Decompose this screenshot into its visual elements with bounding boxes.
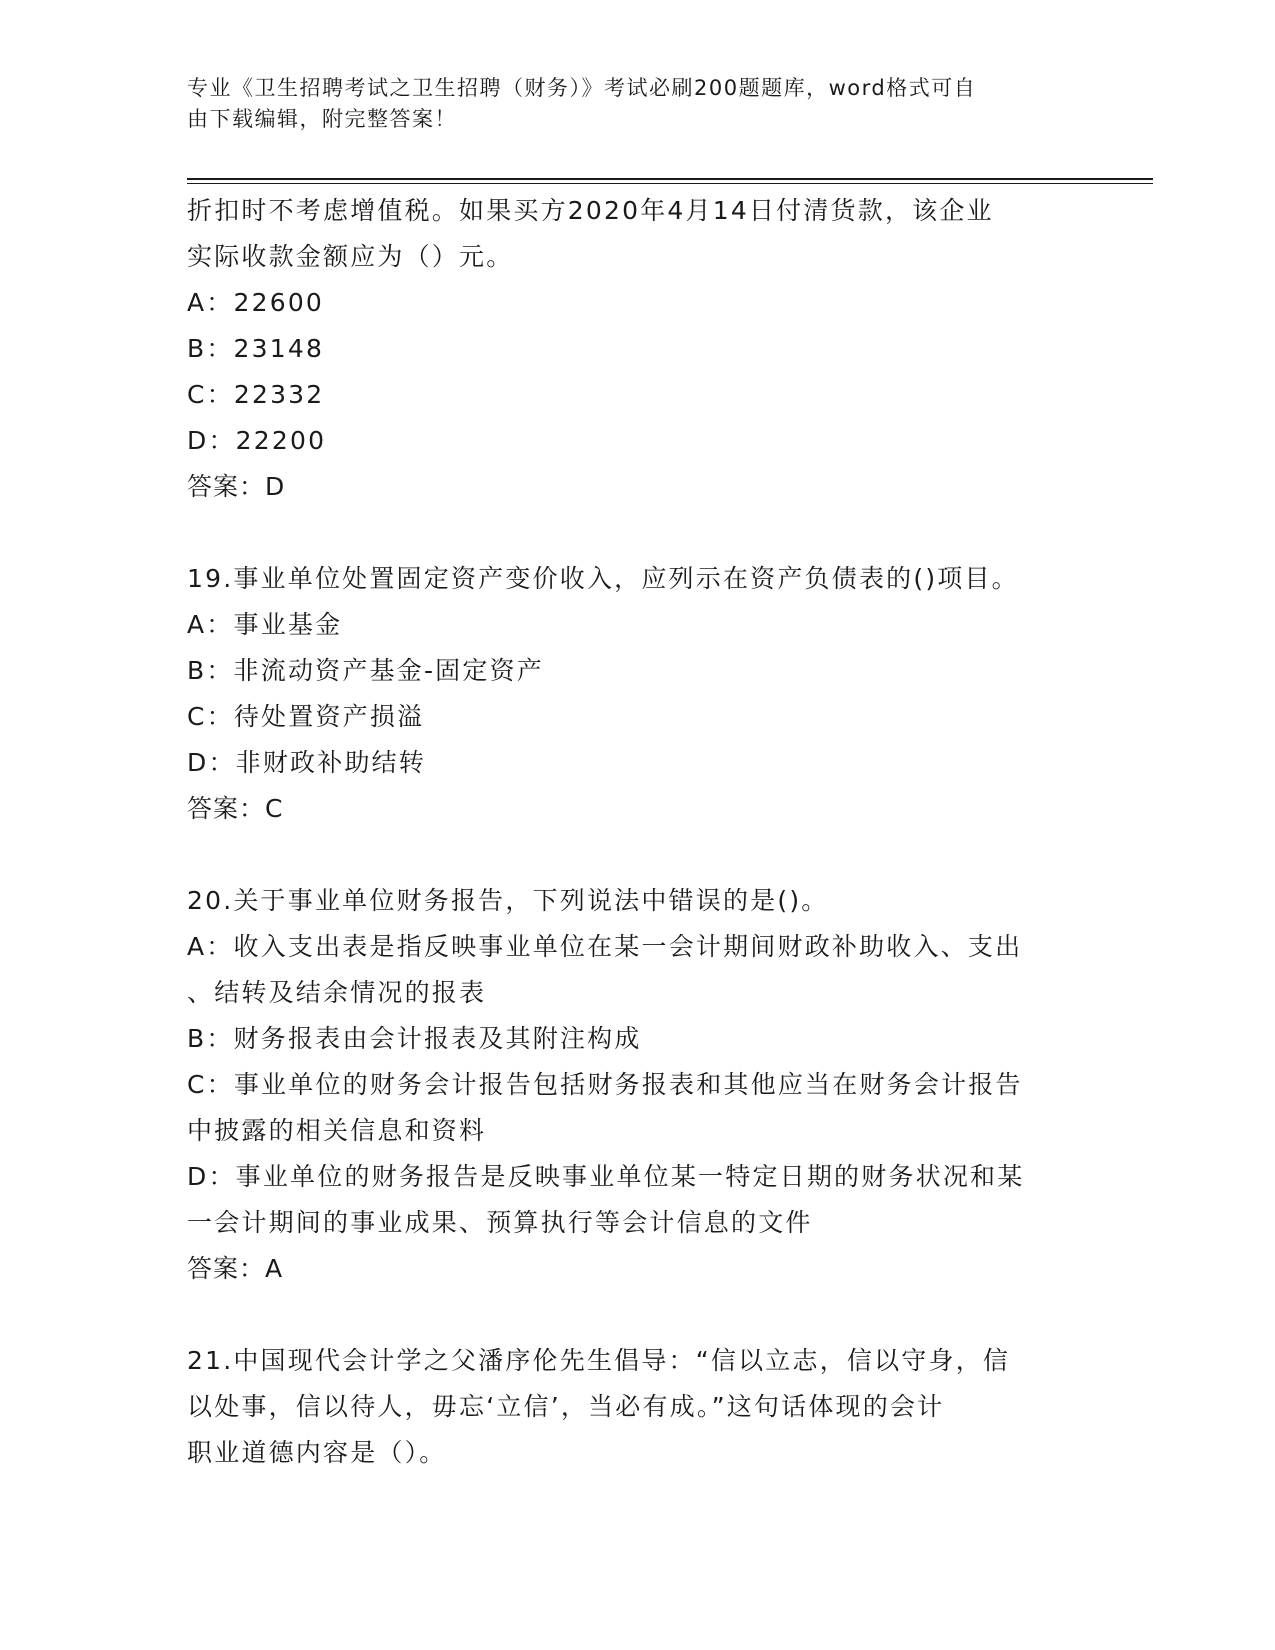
question-19-option-d: D：非财政补助结转 xyxy=(187,748,427,777)
header-divider-thin xyxy=(187,183,1153,184)
question-spacer xyxy=(187,510,1087,556)
question-20-option-d-line-1: D：事业单位的财务报告是反映事业单位某一特定日期的财务状况和某 xyxy=(187,1162,1025,1191)
question-19-option-b: B：非流动资产基金-固定资产 xyxy=(187,656,544,685)
question-19-stem-line-1: 19.事业单位处置固定资产变价收入，应列示在资产负债表的()项目。 xyxy=(187,564,1019,593)
question-20 xyxy=(187,878,1087,1292)
question-20-stem-line-1: 20.关于事业单位财务报告，下列说法中错误的是()。 xyxy=(187,886,829,915)
header-title-line-2: 由下载编辑，附完整答案！ xyxy=(187,107,457,131)
question-20-option-c-line-1: C：事业单位的财务会计报告包括财务报表和其他应当在财务会计报告 xyxy=(187,1070,1023,1099)
question-20-option-d-line-2: 一会计期间的事业成果、预算执行等会计信息的文件 xyxy=(187,1208,813,1237)
header-title-line-1: 专业《卫生招聘考试之卫生招聘（财务）》考试必刷200题题库，word格式可自 xyxy=(187,76,977,100)
question-18-option-c: C：22332 xyxy=(187,380,325,409)
question-19-answer: 答案：C xyxy=(187,794,284,823)
question-20-option-a-line-2: 、结转及结余情况的报表 xyxy=(187,978,487,1007)
question-18-option-a: A：22600 xyxy=(187,288,325,317)
question-20-option-b: B：财务报表由会计报表及其附注构成 xyxy=(187,1024,642,1053)
question-18-option-d: D：22200 xyxy=(187,426,327,455)
question-21-stem-line-1: 21.中国现代会计学之父潘序伦先生倡导：“信以立志，信以守身，信 xyxy=(187,1346,1011,1375)
question-18-stem-line-2: 实际收款金额应为（）元。 xyxy=(187,242,514,271)
header-divider-thick xyxy=(187,178,1153,180)
question-19-option-c: C：待处置资产损溢 xyxy=(187,702,425,731)
question-list xyxy=(187,188,1087,1476)
question-18-stem-line-1: 折扣时不考虑增值税。如果买方2020年4月14日付清货款，该企业 xyxy=(187,196,994,225)
question-19-option-a: A：事业基金 xyxy=(187,610,343,639)
question-21-stem-line-3: 职业道德内容是（）。 xyxy=(187,1438,447,1467)
question-20-answer: 答案：A xyxy=(187,1254,284,1283)
document-header xyxy=(187,73,1067,135)
question-18 xyxy=(187,188,1087,510)
question-spacer xyxy=(187,1292,1087,1338)
question-19 xyxy=(187,556,1087,832)
question-21-stem-line-2: 以处事，信以待人，毋忘‘立信’，当必有成。”这句话体现的会计 xyxy=(187,1392,945,1421)
question-21 xyxy=(187,1338,1087,1476)
question-20-option-a-line-1: A：收入支出表是指反映事业单位在某一会计期间财政补助收入、支出 xyxy=(187,932,1023,961)
question-20-option-c-line-2: 中披露的相关信息和资料 xyxy=(187,1116,487,1145)
question-18-answer: 答案：D xyxy=(187,472,286,501)
question-spacer xyxy=(187,832,1087,878)
question-18-option-b: B：23148 xyxy=(187,334,325,363)
